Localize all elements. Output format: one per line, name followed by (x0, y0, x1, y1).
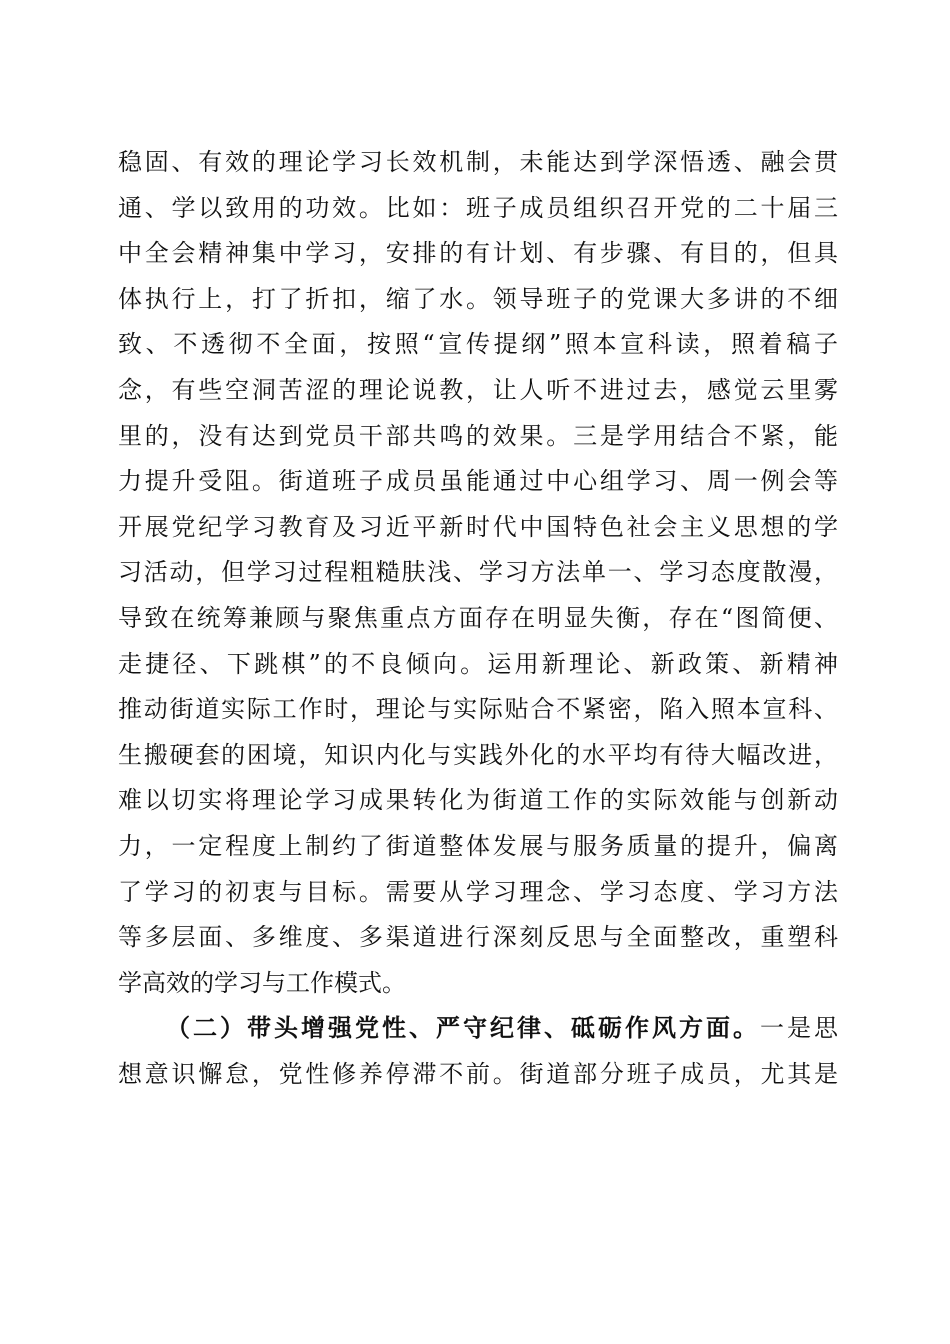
text-line: 推动街道实际工作时，理论与实际贴合不紧密，陷入照本宣科、 (118, 695, 838, 724)
text-line: 体执行上，打了折扣，缩了水。领导班子的党课大多讲的不细 (118, 284, 838, 313)
text-line: 里的，没有达到党员干部共鸣的效果。三是学用结合不紧，能 (118, 421, 838, 450)
text-line: 难以切实将理论学习成果转化为街道工作的实际效能与创新动 (118, 786, 838, 815)
text-line: 习活动，但学习过程粗糙肤浅、学习方法单一、学习态度散漫， (118, 558, 838, 587)
body-text (118, 140, 838, 1097)
text-line: 致、不透彻不全面，按照“宣传提纲”照本宣科读，照着稿子 (118, 330, 838, 359)
text-line: 想意识懈怠，党性修养停滞不前。街道部分班子成员，尤其是 (118, 1059, 838, 1088)
paragraph-1 (118, 140, 838, 1006)
section-heading-line (118, 1006, 838, 1052)
text-line: 念，有些空洞苦涩的理论说教，让人听不进过去，感觉云里雾 (118, 375, 838, 404)
text-line: 力，一定程度上制约了街道整体发展与服务质量的提升，偏离 (118, 831, 838, 860)
section-heading: （二）带头增强党性、严守纪律、砥砺作风方面。 (166, 1014, 760, 1043)
heading-line-rest: 一是思 (760, 1014, 838, 1043)
paragraph-2 (118, 1006, 838, 1097)
text-line: 力提升受阻。街道班子成员虽能通过中心组学习、周一例会等 (118, 467, 838, 496)
text-line: 稳固、有效的理论学习长效机制，未能达到学深悟透、融会贯 (118, 148, 838, 176)
text-line: 走捷径、下跳棋”的不良倾向。运用新理论、新政策、新精神 (118, 649, 838, 678)
text-line: 生搬硬套的困境，知识内化与实践外化的水平均有待大幅改进， (118, 740, 838, 769)
text-line: 学高效的学习与工作模式。 (118, 968, 406, 997)
text-line: 中全会精神集中学习，安排的有计划、有步骤、有目的，但具 (118, 239, 838, 268)
text-line: 导致在统筹兼顾与聚焦重点方面存在明显失衡，存在“图简便、 (118, 603, 838, 632)
text-line: 了学习的初衷与目标。需要从学习理念、学习态度、学习方法 (118, 877, 838, 906)
text-line: 等多层面、多维度、多渠道进行深刻反思与全面整改，重塑科 (118, 923, 838, 952)
text-line: 通、学以致用的功效。比如：班子成员组织召开党的二十届三 (118, 193, 838, 222)
text-line: 开展党纪学习教育及习近平新时代中国特色社会主义思想的学 (118, 512, 838, 541)
